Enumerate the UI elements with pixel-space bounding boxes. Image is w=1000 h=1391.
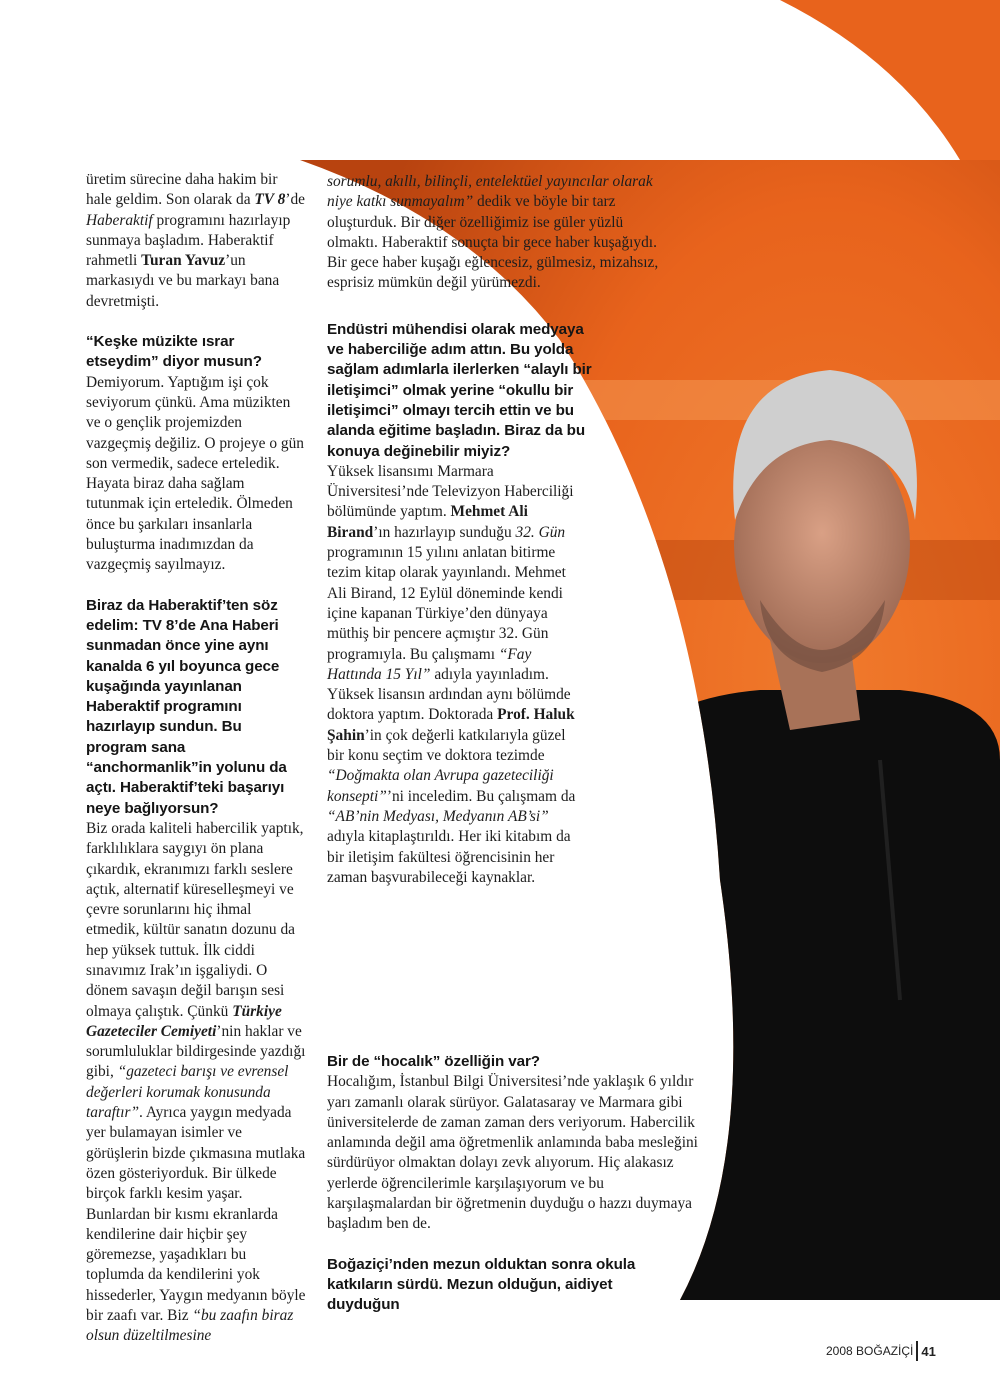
answer-paragraph <box>327 462 577 888</box>
question-heading: “Keşke müzikte ısrar etseydim” diyor musun? <box>86 333 262 371</box>
text-run: Mehmet Ali Birand <box>327 503 528 541</box>
text-run: “bu zaafın biraz olsun düzeltilmesine <box>86 1307 294 1345</box>
paragraph <box>327 172 677 294</box>
text-run: ’nin haklar ve sorumluluklar bildirgesinde yazdığı gibi, <box>86 1022 306 1081</box>
text-run: programını hazırlayıp sunmaya başladım. Haberaktif rahmetli <box>86 211 291 270</box>
text-run: dedik ve böyle bir tarz oluşturduk. Bir diğer özelliğimiz ise güler yüzlü olmaktı. Haberaktif sonuçta bir gece haber kuşağıydı. Bir gece haber kuşağı eğlencesiz, gülmesiz, mizahsız, esprisiz mümkün değil yürümezdi. <box>327 193 659 292</box>
left-column <box>86 170 306 1347</box>
text-run: “Doğmakta olan Avrupa gazeteciliği konsepti” <box>327 767 554 805</box>
text-run: TV 8 <box>254 191 286 209</box>
question-heading: Endüstri mühendisi olarak medyaya ve haberciliğe adım attın. Bu yolda sağlam adımlarla ilerlerken “alaylı bir iletişimci” olmak yerine “okullu bir iletişimci” olmayı tercih ettin ve bu alanda eğitime başladın. Biraz da bu konuya değinebilir miyiz? <box>327 320 592 460</box>
magazine-name: 2008 BOĞAZİÇİ <box>826 1344 914 1358</box>
text-run: sorumlu, akıllı, bilinçli, entelektüel yayıncılar olarak niye katkı sunmayalım” <box>327 173 653 211</box>
question-heading: Bir de “hocalık” özelliğin var? <box>327 1053 540 1070</box>
answer-paragraph: Demiyorum. Yaptığım işi çok seviyorum çünkü. Ama müzikten ve o gençlik projemizden vazgeçmiş değiliz. O projeye o gün son vermedik, sadece erteledik. Hayata biraz daha sağlam tutunmak için erteledik. Ölmeden önce bu şarkıları insanlarla buluşturma inadımızdan da vazgeçmiş sayılmayız. <box>86 373 304 574</box>
orange-arc <box>780 0 1000 160</box>
text-run: Prof. Haluk Şahin <box>327 706 575 744</box>
text-run: ’ni inceledim. Bu çalışmam da <box>386 787 576 805</box>
text-run: Haberaktif <box>86 211 153 229</box>
text-run: “Fay Hattında 15 Yıl” <box>327 645 532 683</box>
page-footer <box>826 1341 936 1361</box>
text-run: Yüksek lisansımı Marmara Üniversitesi’nde Televizyon Haberciliği bölümünde yaptım. <box>327 462 574 521</box>
question-heading: Biraz da Haberaktif’ten söz edelim: TV 8’de Ana Haberi sunmadan önce yine aynı kanalda 6 yıl boyunca gece kuşağında yayınlanan Haberaktif programını hazırlayıp sundun. Bu program sana “anchormanlik”in yolunu da açtı. Haberaktif’teki başarıyı neye bağlıyorsun? <box>86 596 287 817</box>
text-run: adıyla kitaplaştırıldı. Her iki kitabım da bir iletişim fakültesi öğrencisinin her zaman başvurabileceği kaynaklar. <box>327 828 571 886</box>
text-run: ’un markasıydı ve bu markayı bana devretmişti. <box>86 252 280 310</box>
page-number: 41 <box>921 1343 936 1359</box>
middle-column <box>327 172 677 888</box>
text-run: . Ayrıca yaygın medyada yer bulamayan isimler ve görüşlerin bizde çıkmasına mutlaka özen gösteriyorduk. Bir ülkede birçok farklı kesim yaşar. Bunlardan bir kısmı ekranlarda kendilerine dair hiçbir şey göremezse, yaşadıkları bu toplumda da kendilerini yok hissederler, Yaygın medyanın böyle bir zaafı var. Biz <box>86 1104 306 1325</box>
text-run: Biz orada kaliteli habercilik yaptık, farklılıklara saygıyı ön plana çıkardık, ekranımızı farklı seslere açtık, alternatif küreselleşmeyi ve çevre sorunlarını hiç ihmal etmedik, kültür sanatın dozunu da hep yüksek tuttuk. İlk ciddi sınavımız Irak’ın işgaliydi. O dönem savaşın değil barışın sesi olmaya çalıştık. Çünkü <box>86 819 304 1020</box>
text-run: üretim sürecine daha hakim bir hale geldim. Son olarak da <box>86 171 278 209</box>
answer-paragraph: Hocalığım, İstanbul Bilgi Üniversitesi’nde yaklaşık 6 yıldır yarı zamanlı olarak sürüyor. Galatasaray ve Marmara gibi üniversitelerde de zaman zaman ders veriyorum. Habercilik anlamında değil ama öğretmenlik anlamında baba mesleğini sürdürüyor olmaktan dolayı zevk alıyorum. Hiç alakasız yerlerde öğrencilerimle karşılaşıyorum ve bu karşılaşmalardan bir öğretmenin duyduğu o hazzı duymaya başladım ben de. <box>327 1073 698 1233</box>
text-run: 32. Gün <box>515 523 566 541</box>
text-run: ’de <box>285 191 305 209</box>
text-run: programının 15 yılını anlatan bitirme tezim kitap olarak yayınlandı. Mehmet Ali Birand, 12 Eylül döneminde kendi içine kapanan Türkiye’den dünyaya müthiş bir pencere açmıştır 32. Gün programıyla. Bu çalışmamı <box>327 544 566 663</box>
text-run: ’ın hazırlayıp sunduğu <box>373 523 516 541</box>
text-run: ’in çok değerli katkılarıyla güzel bir konu seçtim ve doktora tezimde <box>327 726 566 765</box>
answer-paragraph <box>86 819 306 1347</box>
text-run: Türkiye Gazeteciler Cemiyeti <box>86 1002 282 1040</box>
bottom-section <box>327 1052 707 1316</box>
text-run: adıyla yayınladım. Yüksek lisansın ardından aynı bölümde doktora yaptım. Doktorada <box>327 665 571 724</box>
text-run: Turan Yavuz <box>141 252 226 270</box>
question-heading: Boğaziçi’nden mezun olduktan sonra okula katkıların sürdü. Mezun olduğun, aidiyet duyduğun <box>327 1255 636 1314</box>
text-run: “AB’nin Medyası, Medyanın AB’si” <box>327 807 549 825</box>
text-run: “gazeteci barışı ve evrensel değerleri korumak konusunda taraftır” <box>86 1063 289 1122</box>
footer-divider <box>916 1341 918 1361</box>
paragraph <box>86 170 306 312</box>
